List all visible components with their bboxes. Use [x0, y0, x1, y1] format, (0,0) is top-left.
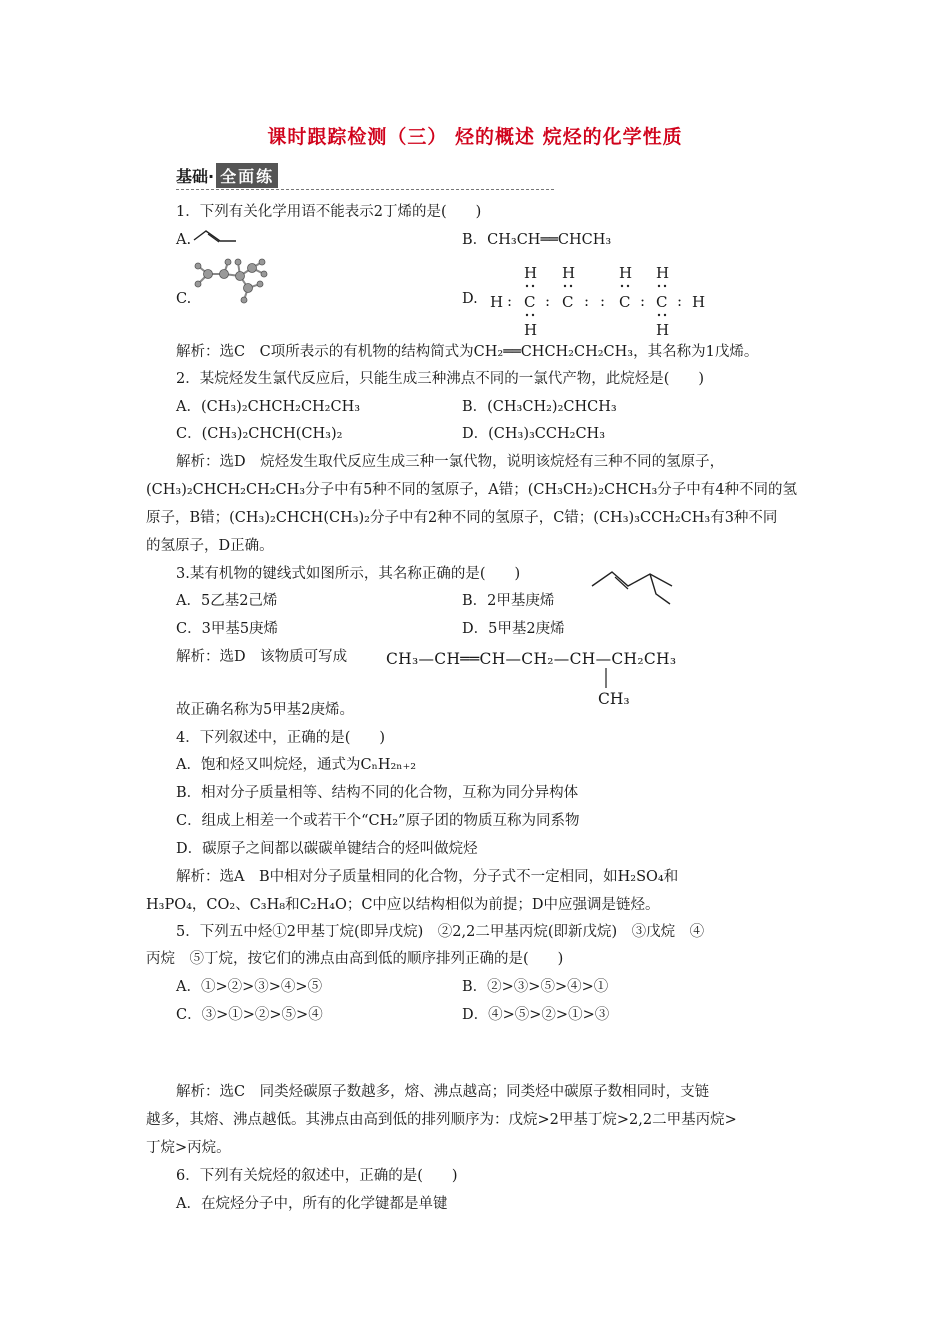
q4-option-d: D．碳原子之间都以碳碳单键结合的烃叫做烷烃 — [176, 841, 478, 857]
q5-stem-line-1: 5．下列五中烃①2甲基丁烷(即异戊烷) ②2,2二甲基丙烷(即新戊烷) ③戊烷 ④ — [176, 924, 705, 940]
q3-branch-methyl: CH₃ — [598, 690, 630, 708]
q6-stem: 6．下列有关烷烃的叙述中，正确的是( ) — [176, 1168, 458, 1184]
ef-h-bottom-2: H — [656, 321, 670, 339]
q5-option-a: A．①>②>③>④>⑤ — [176, 979, 323, 995]
q3-option-c: C．3甲基5庚烯 — [176, 621, 279, 637]
ef-pair-5: : — [640, 292, 646, 310]
ef-h-top-2: H — [562, 264, 576, 282]
q2-explanation-line-1: 解析：选D 烷烃发生取代反应生成三种一氯代物，说明该烷烃有三种不同的氢原子， — [176, 454, 725, 470]
ef-h-top-4: H — [656, 264, 670, 282]
q1-option-c-ball-stick-icon — [190, 256, 276, 306]
ef-h-bottom-1: H — [524, 321, 538, 339]
q2-option-d: D．(CH₃)₃CCH₂CH₃ — [462, 426, 606, 442]
ef-pair-1: : — [507, 292, 513, 310]
q2-explanation-line-3: 原子，B错；(CH₃)₂CHCH(CH₃)₂分子中有2种不同的氢原子，C错；(CH₃)₃CCH₂CH₃有3种不同 — [146, 510, 778, 526]
q2-explanation-line-4: 的氢原子，D正确。 — [146, 538, 274, 554]
q2-option-c: C．(CH₃)₂CHCH(CH₃)₂ — [176, 426, 343, 442]
q1-option-b: B．CH₃CH══CHCH₃ — [462, 232, 612, 248]
q3-option-b: B．2甲基庚烯 — [462, 593, 555, 609]
q5-option-d: D．④>⑤>②>①>③ — [462, 1007, 610, 1023]
q3-stem: 3.某有机物的键线式如图所示，其名称正确的是( ) — [176, 566, 521, 582]
q1-stem: 1．下列有关化学用语不能表示2丁烯的是( ) — [176, 204, 482, 220]
q4-explanation-line-1: 解析：选A B中相对分子质量相同的化合物，分子式不一定相同，如H₂SO₄和 — [176, 869, 679, 885]
q5-stem-line-2: 丙烷 ⑤丁烷，按它们的沸点由高到低的顺序排列正确的是( ) — [146, 951, 564, 967]
q5-explanation-line-3: 丁烷>丙烷。 — [146, 1140, 231, 1156]
q1-explanation: 解析：选C C项所表示的有机物的结构简式为CH₂══CHCH₂CH₂CH₃，其名称为1戊烯。 — [176, 344, 759, 360]
ef-h-top-1: H — [524, 264, 538, 282]
q4-explanation-line-2: H₃PO₄，CO₂、C₃H₈和C₂H₄O；C中应以结构相似为前提；D中应强调是链烃。 — [146, 897, 660, 913]
q3-option-d: D．5甲基2庚烯 — [462, 621, 565, 637]
ef-c-3: C — [619, 293, 631, 311]
q4-option-b: B．相对分子质量相等、结构不同的化合物，互称为同分异构体 — [176, 785, 579, 801]
q2-option-b: B．(CH₃CH₂)₂CHCH₃ — [462, 399, 617, 415]
q4-option-c: C．组成上相差一个或若干个“CH₂”原子团的物质互称为同系物 — [176, 813, 580, 829]
page-title: 课时跟踪检测（三） 烃的概述 烷烃的化学性质 — [267, 126, 683, 148]
q2-stem: 2．某烷烃发生氯代反应后，只能生成三种沸点不同的一氯代产物，此烷烃是( ) — [176, 371, 705, 387]
section-badge: 全面练 — [216, 163, 278, 188]
q5-explanation-line-2: 越多，其熔、沸点越低。其沸点由高到低的排列顺序为：戊烷>2甲基丁烷>2,2二甲基丙烷> — [146, 1112, 737, 1128]
q3-explanation: 解析：选D 该物质可写成 — [176, 649, 348, 665]
q1-option-a-label: A. — [176, 232, 192, 248]
ef-c-4: C — [656, 293, 668, 311]
q5-option-c: C．③>①>②>⑤>④ — [176, 1007, 323, 1023]
ef-electron-dots — [524, 284, 674, 324]
ef-pair-6: : — [677, 292, 683, 310]
ef-h-left: H — [490, 293, 504, 311]
ef-c-1: C — [524, 293, 536, 311]
q1-option-a-skeletal-icon — [192, 228, 240, 244]
section-header — [176, 162, 278, 188]
ef-h-top-3: H — [619, 264, 633, 282]
ef-h-right: H — [692, 293, 706, 311]
q2-option-a: A．(CH₃)₂CHCH₂CH₂CH₃ — [176, 399, 361, 415]
ef-c-2: C — [562, 293, 574, 311]
q3-branch-bond — [604, 668, 608, 690]
ef-pair-4: : — [600, 292, 606, 310]
q4-stem: 4．下列叙述中，正确的是( ) — [176, 730, 386, 746]
section-label: 基础· — [176, 166, 215, 186]
ef-pair-3: : — [584, 292, 590, 310]
q3-conclusion: 故正确名称为5甲基2庚烯。 — [176, 702, 354, 718]
ef-pair-2: : — [545, 292, 551, 310]
q1-option-c-label: C. — [176, 291, 192, 307]
q4-option-a: A．饱和烃又叫烷烃，通式为CₙH₂ₙ₊₂ — [176, 757, 417, 773]
q6-option-a: A．在烷烃分子中，所有的化学键都是单键 — [176, 1196, 448, 1212]
q5-option-b: B．②>③>⑤>④>① — [462, 979, 609, 995]
q1-option-d-label: D. — [462, 291, 478, 307]
q3-condensed-formula: CH₃—CH══CH—CH₂—CH—CH₂CH₃ — [386, 650, 677, 668]
section-divider — [176, 189, 554, 190]
q3-skeletal-formula-icon — [590, 568, 700, 610]
q3-option-a: A．5乙基2己烯 — [176, 593, 278, 609]
q2-explanation-line-2: (CH₃)₂CHCH₂CH₂CH₃分子中有5种不同的氢原子，A错；(CH₃CH₂)₂CHCH₃分子中有4种不同的氢 — [146, 482, 798, 498]
q5-explanation-line-1: 解析：选C 同类烃碳原子数越多，熔、沸点越高；同类烃中碳原子数相同时，支链 — [176, 1084, 710, 1100]
